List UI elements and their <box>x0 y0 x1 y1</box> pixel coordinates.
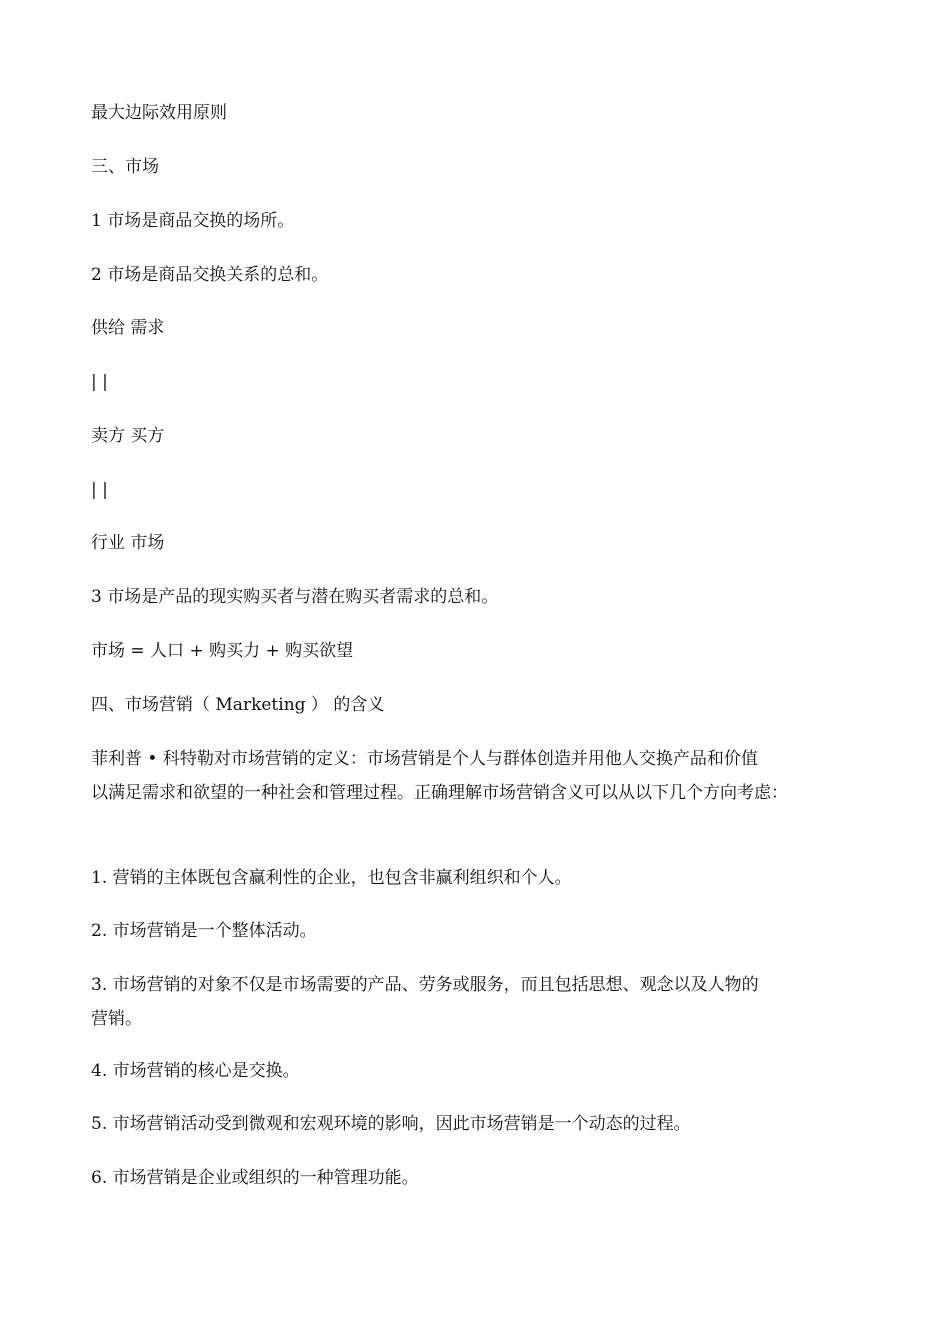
point-3-line-1: 3. 市场营销的对象不仅是市场需要的产品、劳务或服务，而且包括思想、观念以及人物的 <box>91 975 759 995</box>
industry-market-row: 行业 市场 <box>91 533 165 553</box>
connector-row-2: | | <box>91 480 108 500</box>
point-1: 1. 营销的主体既包含赢利性的企业，也包含非赢利组织和个人。 <box>91 868 572 888</box>
point-5: 5. 市场营销活动受到微观和宏观环境的影响，因此市场营销是一个动态的过程。 <box>91 1114 691 1134</box>
definition-line-2: 以满足需求和欲望的一种社会和管理过程。正确理解市场营销含义可以从以下几个方向考虑： <box>91 783 788 803</box>
market-definition-2: 2 市场是商品交换关系的总和。 <box>91 265 329 285</box>
point-3-line-2: 营销。 <box>91 1009 142 1029</box>
point-6: 6. 市场营销是企业或组织的一种管理功能。 <box>91 1168 419 1188</box>
section-heading-marketing: 四、市场营销（ Marketing ） 的含义 <box>91 695 385 715</box>
seller-buyer-row: 卖方 买方 <box>91 426 165 446</box>
heading-max-marginal-utility: 最大边际效用原则 <box>91 103 227 123</box>
supply-demand-row: 供给 需求 <box>91 318 165 338</box>
section-heading-market: 三、市场 <box>91 157 159 177</box>
point-4: 4. 市场营销的核心是交换。 <box>91 1061 300 1081</box>
market-definition-1: 1 市场是商品交换的场所。 <box>91 211 295 231</box>
point-2: 2. 市场营销是一个整体活动。 <box>91 921 317 941</box>
kotler-definition-paragraph <box>91 742 876 810</box>
connector-row-1: | | <box>91 372 108 392</box>
definition-line-1: 菲利普 • 科特勒对市场营销的定义：市场营销是个人与群体创造并用他人交换产品和价值 <box>91 749 758 769</box>
market-formula: 市场 = 人口 + 购买力 + 购买欲望 <box>91 641 354 661</box>
market-definition-3: 3 市场是产品的现实购买者与潜在购买者需求的总和。 <box>91 587 499 607</box>
